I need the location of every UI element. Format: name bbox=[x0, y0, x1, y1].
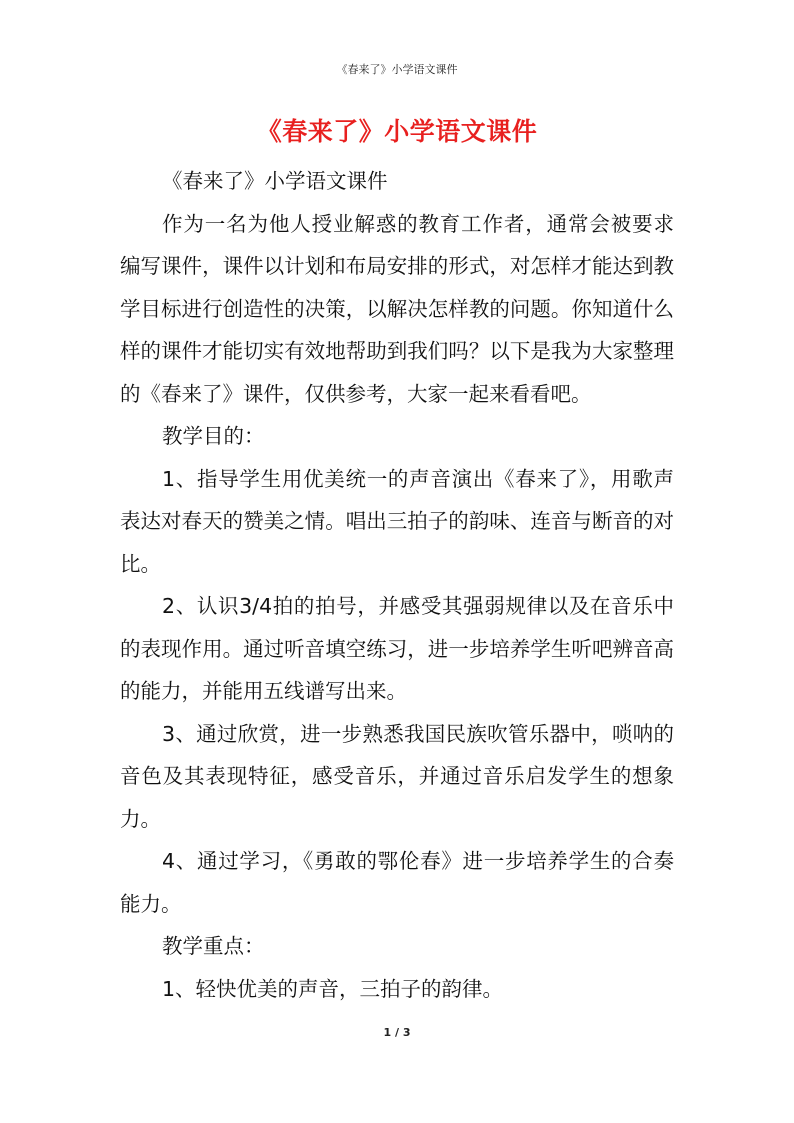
section-heading-teaching-goals: 教学目的： bbox=[162, 424, 265, 448]
running-header: 《春来了》小学语文课件 bbox=[336, 63, 458, 76]
paragraph-goal-2: 2、认识3/4拍的拍号，并感受其强弱规律以及在音乐中的表现作用。通过听音填空练习，进一步培养学生听吧辨音高的能力，并能用五线谱写出来。 bbox=[120, 594, 674, 703]
paragraph-goal-4: 4、通过学习，《勇敢的鄂伦春》进一步培养学生的合奏能力。 bbox=[120, 849, 674, 916]
page-number: 1 / 3 bbox=[383, 1026, 411, 1039]
document-body bbox=[120, 160, 674, 1010]
paragraph-key-point-1: 1、轻快优美的声音，三拍子的韵律。 bbox=[162, 976, 504, 1001]
paragraph-goal-1: 1、指导学生用优美统一的声音演出《春来了》，用歌声表达对春天的赞美之情。唱出三拍子的韵味、连音与断音的对比。 bbox=[120, 466, 674, 576]
paragraph-subtitle: 《春来了》小学语文课件 bbox=[162, 169, 388, 193]
paragraph-intro: 作为一名为他人授业解惑的教育工作者，通常会被要求编写课件，课件以计划和布局安排的形式，对怎样才能达到教学目标进行创造性的决策，以解决怎样教的问题。你知道什么样的课件才能切实有效地帮助到我们吗？以下是我为大家整理的《春来了》课件，仅供参考，大家一起来看看吧。 bbox=[120, 211, 674, 406]
paragraph-goal-3: 3、通过欣赏，进一步熟悉我国民族吹管乐器中，唢呐的音色及其表现特征，感受音乐，并通过音乐启发学生的想象力。 bbox=[120, 721, 674, 831]
document-title: 《春来了》小学语文课件 bbox=[256, 117, 538, 146]
section-heading-key-points: 教学重点： bbox=[162, 934, 265, 958]
